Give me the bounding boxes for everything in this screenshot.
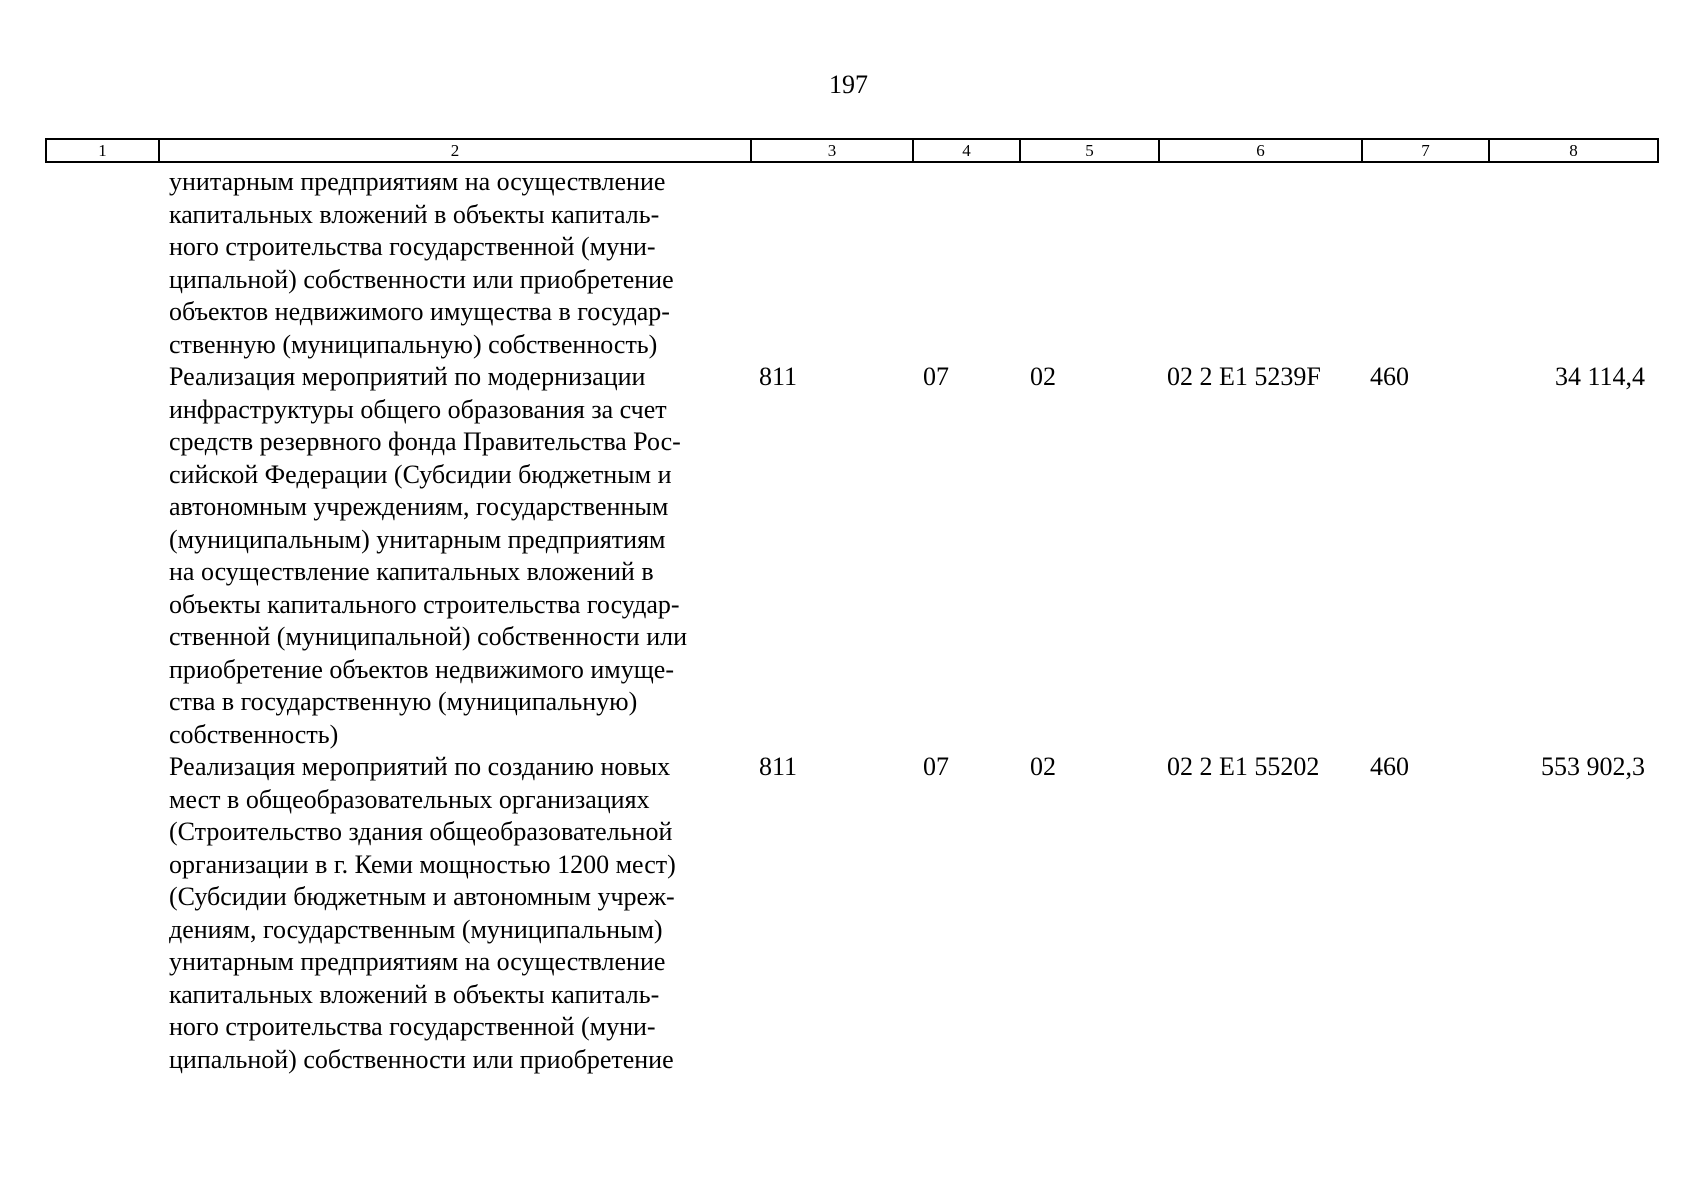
header-col-4: 4 — [913, 139, 1020, 162]
section-code: 07 — [923, 362, 949, 391]
header-col-2: 2 — [159, 139, 751, 162]
header-col-1: 1 — [46, 139, 159, 162]
row-description: Реализация мероприятий по модернизации инфраструктуры общего образования за счет средств резервного фонда Правительства Рос- сийской Федерации (Субсидии бюджетным и автономным учреждениям, государственным (муниципальным) унитарным предприятиям на осуществление капитальных вложений в объекты капитального строительства государ- ственной (муниципальной) собственности или приобретение объектов недвижимого имуще- ства в государственную (муниципальную) собственность) — [169, 362, 688, 749]
subsection-code: 02 — [1030, 752, 1056, 781]
target-article-code: 02 2 E1 55202 — [1167, 752, 1320, 781]
header-col-8: 8 — [1489, 139, 1658, 162]
ministry-code: 811 — [759, 752, 798, 781]
table-row — [45, 751, 1657, 1076]
page-number: 197 — [829, 70, 868, 99]
header-row — [46, 139, 1658, 162]
subsection-code: 02 — [1030, 362, 1056, 391]
table-body — [45, 166, 1657, 1076]
target-article-code: 02 2 E1 5239F — [1167, 362, 1321, 391]
row-description: унитарным предприятиям на осуществление капитальных вложений в объекты капиталь- ного строительства государственной (муни- ципальной) собственности или приобретение объектов недвижимого имущества в государ- ственную (муниципальную) собственность) — [169, 167, 674, 359]
column-number-header — [45, 138, 1659, 163]
ministry-code: 811 — [759, 362, 798, 391]
amount: 34 114,4 — [1554, 362, 1645, 391]
header-col-3: 3 — [751, 139, 913, 162]
section-code: 07 — [923, 752, 949, 781]
row-description: Реализация мероприятий по созданию новых мест в общеобразовательных организациях (Строительство здания общеобразовательной организации в г. Кеми мощностью 1200 мест) (Субсидии бюджетным и автономным учреж- дениям, государственным (муниципальным) унитарным предприятиям на осуществление капитальных вложений в объекты капиталь- ного строительства государственной (муни- ципальной) собственности или приобретение — [169, 752, 676, 1074]
header-col-5: 5 — [1020, 139, 1159, 162]
header-col-6: 6 — [1159, 139, 1362, 162]
expense-type-code: 460 — [1370, 362, 1409, 391]
expense-type-code: 460 — [1370, 752, 1409, 781]
table-row — [45, 361, 1657, 751]
header-col-7: 7 — [1362, 139, 1489, 162]
amount: 553 902,3 — [1541, 752, 1645, 781]
table-row — [45, 166, 1657, 361]
